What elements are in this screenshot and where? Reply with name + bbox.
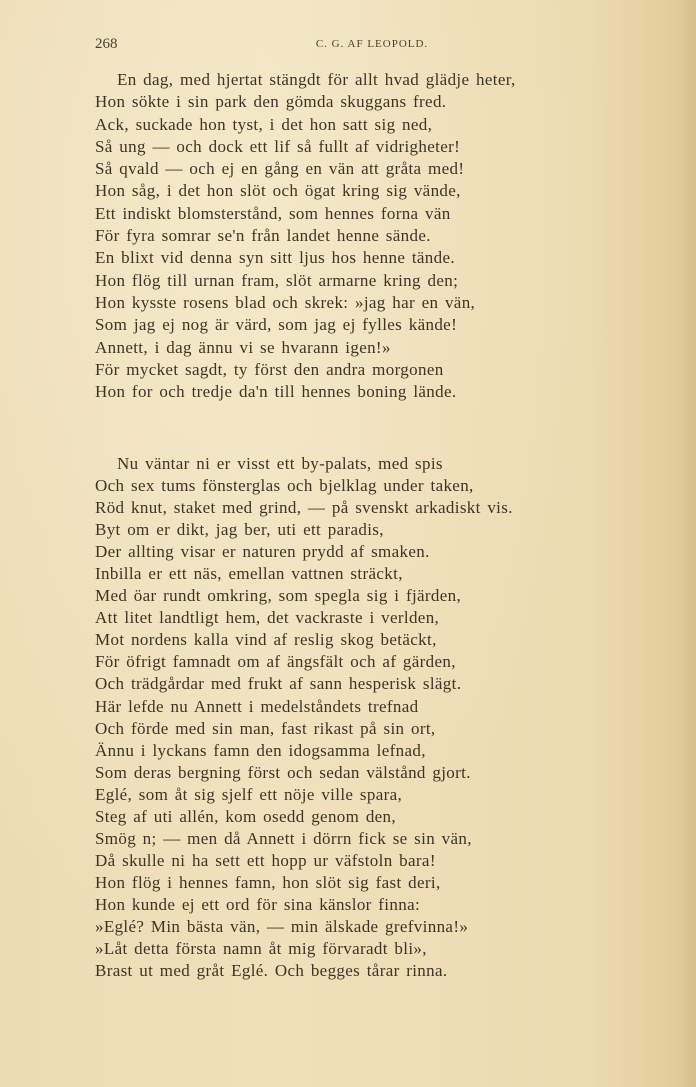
poem-line: Här lefde nu Annett i medelståndets trefnad [95, 696, 419, 716]
poem-line: Att litet landtligt hem, det vackraste i verlden, [95, 608, 440, 628]
page-number: 268 [95, 36, 118, 52]
poem-line: Ack, suckade hon tyst, i det hon satt sig ned, [95, 114, 433, 134]
poem-line: Hon flög i hennes famn, hon slöt sig fast deri, [95, 872, 441, 892]
stanza-1 [95, 69, 516, 403]
poem-line: Som deras bergning först och sedan välstånd gjort. [95, 762, 471, 782]
poem-line: Med öar rundt omkring, som spegla sig i fjärden, [95, 586, 462, 606]
poem-line: »Låt detta första namn åt mig förvaradt bli», [95, 939, 427, 959]
poem-line: Annett, i dag ännu vi se hvarann igen!» [95, 337, 391, 357]
poem-line: Inbilla er ett näs, emellan vattnen sträckt, [95, 564, 403, 584]
poem-line: »Eglé? Min bästa vän, — min älskade grefvinna!» [95, 916, 469, 936]
poem-line: För fyra somrar se'n från landet henne sände. [95, 226, 431, 246]
poem-line: Hon sökte i sin park den gömda skuggans fred. [95, 92, 447, 112]
poem-line: Hon såg, i det hon slöt och ögat kring sig vände, [95, 181, 461, 201]
poem-line: Och trädgårdar med frukt af sann hesperisk slägt. [95, 674, 462, 694]
poem-line: Och förde med sin man, fast rikast på sin ort, [95, 718, 436, 738]
poem-line: För mycket sagdt, ty först den andra morgonen [95, 359, 444, 379]
poem-line: Hon flög till urnan fram, slöt armarne kring den; [95, 270, 459, 290]
poem-line: Och sex tums fönsterglas och bjelklag under taken, [95, 476, 474, 496]
running-head: C. G. AF LEOPOLD. [315, 38, 429, 50]
poem-line: Ett indiskt blomsterstånd, som hennes forna vän [95, 203, 451, 223]
poem-line: För öfrigt famnadt om af ängsfält och af gärden, [95, 652, 456, 672]
poem-line: Nu väntar ni er visst ett by-palats, med spis [117, 454, 443, 473]
poem-line: Hon kysste rosens blad och skrek: »jag har en vän, [95, 292, 476, 312]
poem-line: En blixt vid denna syn sitt ljus hos henne tände. [95, 248, 456, 268]
poem-line: Eglé, som åt sig sjelf ett nöje ville spara, [95, 784, 403, 804]
stanza-2 [95, 453, 513, 982]
poem-line: Så qvald — och ej en gång en vän att gråta med! [95, 159, 465, 179]
poem-line: Byt om er dikt, jag ber, uti ett paradis, [95, 520, 384, 540]
poem-line: En dag, med hjertat stängdt för allt hvad glädje heter, [117, 70, 516, 89]
poem-line: Der allting visar er naturen prydd af smaken. [95, 542, 430, 562]
poem-line: Då skulle ni ha sett ett hopp ur väfstoln bara! [95, 850, 436, 870]
poem-line: Röd knut, staket med grind, — på svenskt arkadiskt vis. [95, 498, 513, 518]
poem-line: Smög n; — men då Annett i dörrn fick se sin vän, [95, 828, 472, 848]
poem-line: Mot nordens kalla vind af reslig skog betäckt, [95, 630, 437, 650]
poem-line: Steg af uti allén, kom osedd genom den, [95, 806, 397, 826]
poem-line: Ännu i lyckans famn den idogsamma lefnad, [95, 740, 426, 760]
poem-line: Hon for och tredje da'n till hennes boning lände. [95, 382, 457, 402]
poem-line: Hon kunde ej ett ord för sina känslor finna: [95, 894, 421, 914]
poem-line: Brast ut med gråt Eglé. Och begges tårar rinna. [95, 961, 448, 981]
poem-line: Som jag ej nog är värd, som jag ej fylles kände! [95, 315, 458, 335]
poem-line: Så ung — och dock ett lif så fullt af vidrigheter! [95, 136, 461, 156]
